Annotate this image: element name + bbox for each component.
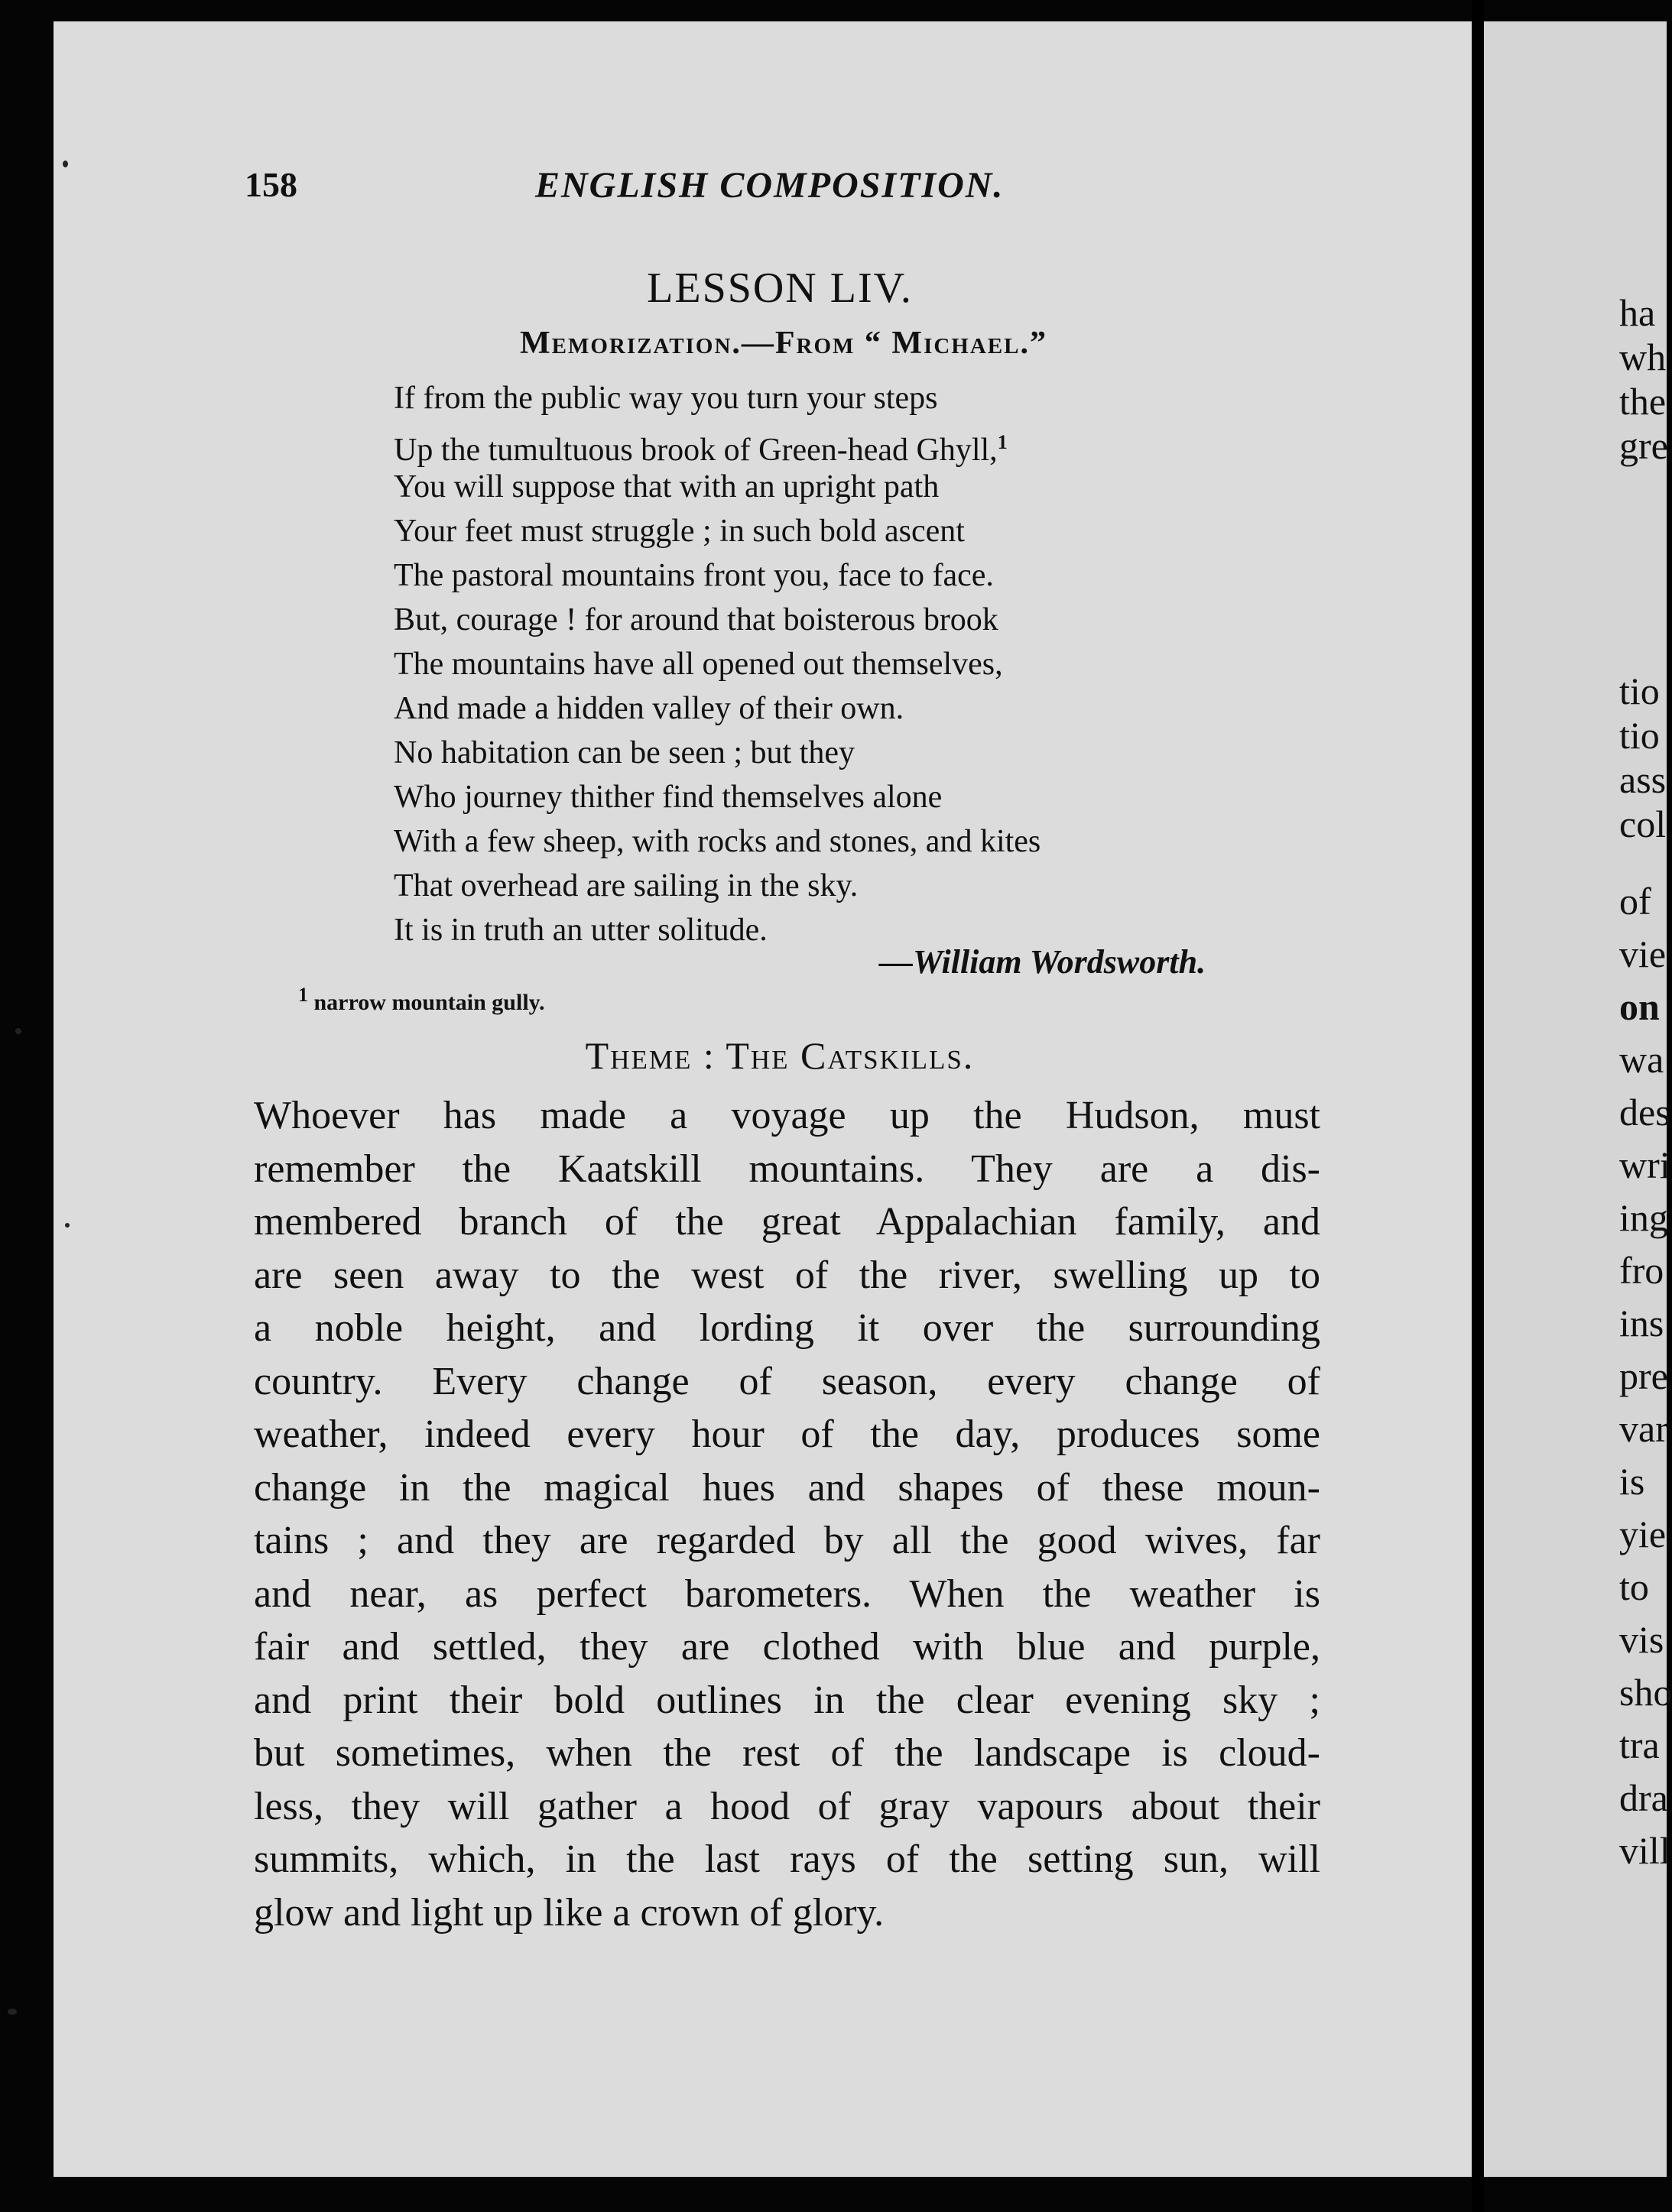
memorization-heading: Memorization.—From “ Michael.” <box>520 326 1047 361</box>
paragraph-line: fair and settled, they are clothed with blue and purple, <box>254 1625 1320 1669</box>
poem-line: The mountains have all opened out themselves, <box>394 647 1003 682</box>
paragraph-line: less, they will gather a hood of gray vapours about their <box>254 1784 1320 1828</box>
adjacent-fragment: des <box>1619 1091 1670 1134</box>
adjacent-fragment: col <box>1619 803 1667 845</box>
poem-line <box>394 420 1041 468</box>
paragraph-line: summits, which, in the last rays of the setting sun, will <box>254 1837 1320 1881</box>
poem-line: Who journey thither find themselves alone <box>394 780 943 815</box>
paragraph-line: but sometimes, when the rest of the landscape is cloud- <box>254 1731 1320 1775</box>
adjacent-fragment: is <box>1619 1460 1645 1503</box>
paragraph-line: glow and light up like a crown of glory. <box>254 1890 885 1935</box>
theme-paragraph <box>254 1089 1320 1939</box>
paragraph-line: weather, indeed every hour of the day, produces some <box>254 1413 1320 1456</box>
running-head <box>245 164 1300 210</box>
lesson-title: LESSON LIV. <box>647 264 913 312</box>
adjacent-fragment: vill <box>1619 1829 1670 1872</box>
footnote-text: narrow mountain gully. <box>313 990 545 1015</box>
footnote-number: 1 <box>298 984 308 1006</box>
poem-line-text: Up the tumultuous brook of Green-head Ghyll, <box>394 433 998 468</box>
adjacent-fragment: sho <box>1619 1671 1672 1714</box>
poem-line: And made a hidden valley of their own. <box>394 691 904 726</box>
paragraph-line: and print their bold outlines in the clear evening sky ; <box>254 1678 1320 1722</box>
adjacent-fragment: wri <box>1619 1143 1670 1186</box>
poem-line: But, courage ! for around that boisterous brook <box>394 602 998 637</box>
adjacent-fragment: gre <box>1619 424 1668 467</box>
adjacent-fragment: yie <box>1619 1513 1667 1555</box>
paragraph-line: are seen away to the west of the river, swelling up to <box>254 1253 1320 1297</box>
scan-speck <box>63 161 68 167</box>
adjacent-fragment: vis <box>1619 1618 1664 1661</box>
adjacent-fragment: pre <box>1619 1354 1668 1397</box>
paragraph-line: Whoever has made a voyage up the Hudson, must <box>254 1094 1320 1137</box>
scan-speck <box>8 2009 17 2015</box>
poem-line: Your feet must struggle ; in such bold ascent <box>394 514 965 549</box>
adjacent-fragment: ha <box>1619 291 1656 334</box>
adjacent-fragment: ins <box>1619 1302 1664 1344</box>
poem-line: You will suppose that with an upright path <box>394 469 940 504</box>
paragraph-line: change in the magical hues and shapes of these moun- <box>254 1465 1320 1510</box>
adjacent-fragment: vie <box>1619 932 1667 975</box>
paragraph-line: remember the Kaatskill mountains. They are a dis- <box>254 1147 1320 1191</box>
paragraph-line: and near, as perfect barometers. When the weather is <box>254 1571 1320 1616</box>
paragraph-line: a noble height, and lording it over the surrounding <box>254 1306 1320 1350</box>
adjacent-fragment: wh <box>1619 336 1667 378</box>
adjacent-fragment: tra <box>1619 1724 1660 1766</box>
paragraph-line: tains ; and they are regarded by all the good wives, far <box>254 1519 1320 1562</box>
page-number: 158 <box>245 165 297 204</box>
adjacent-fragment: fro <box>1619 1249 1664 1292</box>
adjacent-fragment: ing <box>1619 1196 1668 1239</box>
footnote <box>298 984 545 1016</box>
footnote-marker: 1 <box>997 431 1008 453</box>
poem-line: With a few sheep, with rocks and stones, and kites <box>394 824 1041 859</box>
poem-line: No habitation can be seen ; but they <box>394 735 855 770</box>
adjacent-fragment: to <box>1619 1565 1649 1608</box>
adjacent-fragment: wa <box>1619 1038 1664 1081</box>
paragraph-line: country. Every change of season, every change of <box>254 1359 1320 1403</box>
adjacent-fragment: of <box>1619 880 1651 923</box>
poem-line: If from the public way you turn your steps <box>394 381 938 416</box>
paragraph-line: membered branch of the great Appalachian family, and <box>254 1200 1320 1244</box>
poem-line: That overhead are sailing in the sky. <box>394 868 859 903</box>
theme-heading: Theme : The Catskills. <box>585 1034 975 1077</box>
poem <box>394 376 1041 952</box>
adjacent-fragment: the <box>1619 380 1667 423</box>
adjacent-fragment: ass <box>1619 758 1667 801</box>
scan-speck <box>65 1223 70 1228</box>
adjacent-fragment: on <box>1619 985 1660 1028</box>
adjacent-fragment: tio <box>1619 714 1660 757</box>
poem-line: It is in truth an utter solitude. <box>394 913 768 948</box>
adjacent-fragment: tio <box>1619 670 1660 712</box>
running-title: ENGLISH COMPOSITION. <box>535 165 1005 206</box>
adjacent-fragment: dra <box>1619 1776 1668 1819</box>
poem-line: The pastoral mountains front you, face to face. <box>394 558 994 593</box>
adjacent-fragment: var <box>1619 1407 1668 1450</box>
poem-attribution: —William Wordsworth. <box>879 943 1206 981</box>
